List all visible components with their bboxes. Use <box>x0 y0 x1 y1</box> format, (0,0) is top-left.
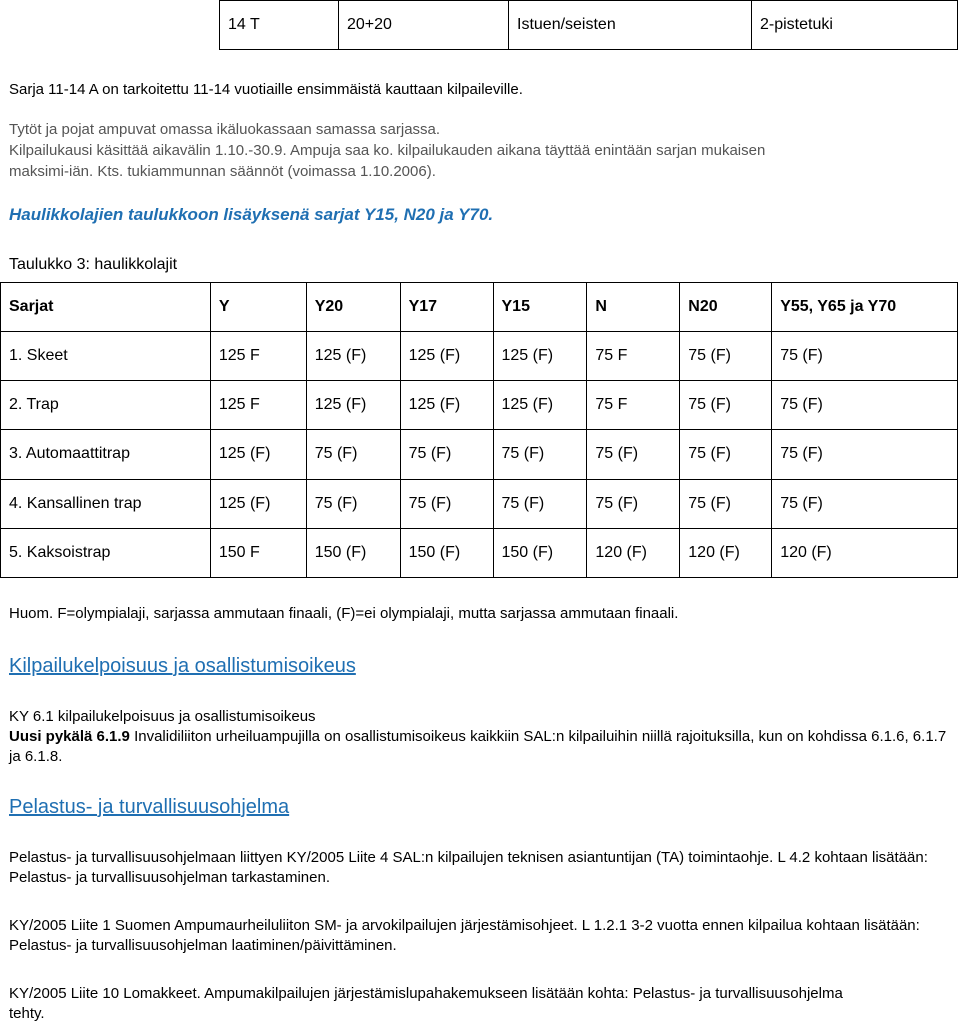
section1-bold-label: Uusi pykälä 6.1.9 <box>9 728 130 745</box>
column-header: N <box>587 283 680 332</box>
table-cell: 75 (F) <box>400 430 493 479</box>
table-cell: 2. Trap <box>1 381 211 430</box>
column-header: N20 <box>680 283 772 332</box>
table-cell: 75 (F) <box>772 332 958 381</box>
column-header: Y15 <box>493 283 587 332</box>
table-header-row <box>1 283 958 332</box>
table-cell: 75 (F) <box>306 479 400 528</box>
table-cell: 75 (F) <box>400 479 493 528</box>
table-cell: Istuen/seisten <box>509 1 752 50</box>
table-cell: 3. Automaattitrap <box>1 430 211 479</box>
table-cell: 150 F <box>210 528 306 577</box>
table-cell: 5. Kaksoistrap <box>1 528 211 577</box>
table-cell: 75 (F) <box>587 430 680 479</box>
table-cell: 125 (F) <box>306 381 400 430</box>
table-row <box>1 332 958 381</box>
table-cell: 75 F <box>587 332 680 381</box>
table-cell: 75 (F) <box>680 332 772 381</box>
gray-line-1: Tytöt ja pojat ampuvat omassa ikäluokassaan samassa sarjassa. <box>9 121 441 138</box>
table-row <box>1 381 958 430</box>
table-cell: 125 (F) <box>493 332 587 381</box>
section1-body: Invalidiliiton urheiluampujilla on osallistumisoikeus kaikkiin SAL:n kilpailuihin niillä rajoituksilla, kun on kohdissa 6.1.6, 6.1.7 ja 6.1.8. <box>9 728 947 765</box>
table-cell: 125 (F) <box>400 381 493 430</box>
column-header: Sarjat <box>1 283 211 332</box>
table-cell: 75 (F) <box>493 430 587 479</box>
column-header: Y20 <box>306 283 400 332</box>
table-cell: 20+20 <box>339 1 509 50</box>
table-cell: 14 T <box>220 1 339 50</box>
table-cell: 75 (F) <box>680 381 772 430</box>
table-cell: 1. Skeet <box>1 332 211 381</box>
table-cell: 125 F <box>210 381 306 430</box>
column-header: Y55, Y65 ja Y70 <box>772 283 958 332</box>
table-cell: 125 (F) <box>210 430 306 479</box>
table-cell: 75 F <box>587 381 680 430</box>
table-cell: 75 (F) <box>772 381 958 430</box>
table-cell: 75 (F) <box>680 430 772 479</box>
column-header: Y <box>210 283 306 332</box>
top-table <box>219 0 958 50</box>
table-row <box>1 430 958 479</box>
table-row <box>1 479 958 528</box>
table-cell: 75 (F) <box>306 430 400 479</box>
table-caption: Taulukko 3: haulikkolajit <box>9 256 178 273</box>
table-cell: 125 F <box>210 332 306 381</box>
table-cell: 75 (F) <box>772 479 958 528</box>
table-cell: 150 (F) <box>306 528 400 577</box>
section-heading-pelastus: Pelastus- ja turvallisuusohjelma <box>9 796 290 818</box>
table-cell: 150 (F) <box>493 528 587 577</box>
table-row <box>1 528 958 577</box>
table-cell: 75 (F) <box>680 479 772 528</box>
haulikkolajit-table <box>0 282 958 578</box>
table-cell: 125 (F) <box>400 332 493 381</box>
table-cell: 125 (F) <box>210 479 306 528</box>
gray-line-3: maksimi-iän. Kts. tukiammunnan säännöt (voimassa 1.10.2006). <box>9 163 436 180</box>
sarja-note: Sarja 11-14 A on tarkoitettu 11-14 vuotiaille ensimmäistä kauttaan kilpaileville. <box>9 81 523 98</box>
table-cell: 125 (F) <box>306 332 400 381</box>
table-cell: 120 (F) <box>772 528 958 577</box>
table-cell: 4. Kansallinen trap <box>1 479 211 528</box>
table-cell: 125 (F) <box>493 381 587 430</box>
section-heading-kilpailukelpoisuus: Kilpailukelpoisuus ja osallistumisoikeus <box>9 655 356 677</box>
table-cell: 2-pistetuki <box>752 1 958 50</box>
section1-paragraph <box>9 727 949 767</box>
section2-paragraph-1: Pelastus- ja turvallisuusohjelmaan liittyen KY/2005 Liite 4 SAL:n kilpailujen teknisen asiantuntijan (TA) toimintaohje. L 4.2 kohtaan lisätään: Pelastus- ja turvallisuusohjelman tarkastaminen. <box>9 849 928 886</box>
gray-line-2: Kilpailukausi käsittää aikavälin 1.10.-30.9. Ampuja saa ko. kilpailukauden aikana täyttää enintään sarjan mukaisen <box>9 142 766 159</box>
table-row <box>220 1 958 50</box>
table-cell: 75 (F) <box>587 479 680 528</box>
table-cell: 120 (F) <box>587 528 680 577</box>
table-cell: 150 (F) <box>400 528 493 577</box>
table-cell: 120 (F) <box>680 528 772 577</box>
section2-paragraph-2: KY/2005 Liite 1 Suomen Ampumaurheiluliiton SM- ja arvokilpailujen järjestämisohjeet. L 1.2.1 3-2 vuotta ennen kilpailua kohtaan lisätään: Pelastus- ja turvallisuusohjelman laatiminen/päivittäminen. <box>9 917 920 954</box>
section1-line1: KY 6.1 kilpailukelpoisuus ja osallistumisoikeus <box>9 708 316 725</box>
column-header: Y17 <box>400 283 493 332</box>
table-cell: 75 (F) <box>493 479 587 528</box>
section2-paragraph-3: KY/2005 Liite 10 Lomakkeet. Ampumakilpailujen järjestämislupahakemukseen lisätään kohta: Pelastus- ja turvallisuusohjelma tehty. <box>9 985 843 1022</box>
huom-note: Huom. F=olympialaji, sarjassa ammutaan finaali, (F)=ei olympialaji, mutta sarjassa ammutaan finaali. <box>9 605 679 622</box>
table-cell: 75 (F) <box>772 430 958 479</box>
italic-heading: Haulikkolajien taulukkoon lisäyksenä sarjat Y15, N20 ja Y70. <box>9 205 494 224</box>
